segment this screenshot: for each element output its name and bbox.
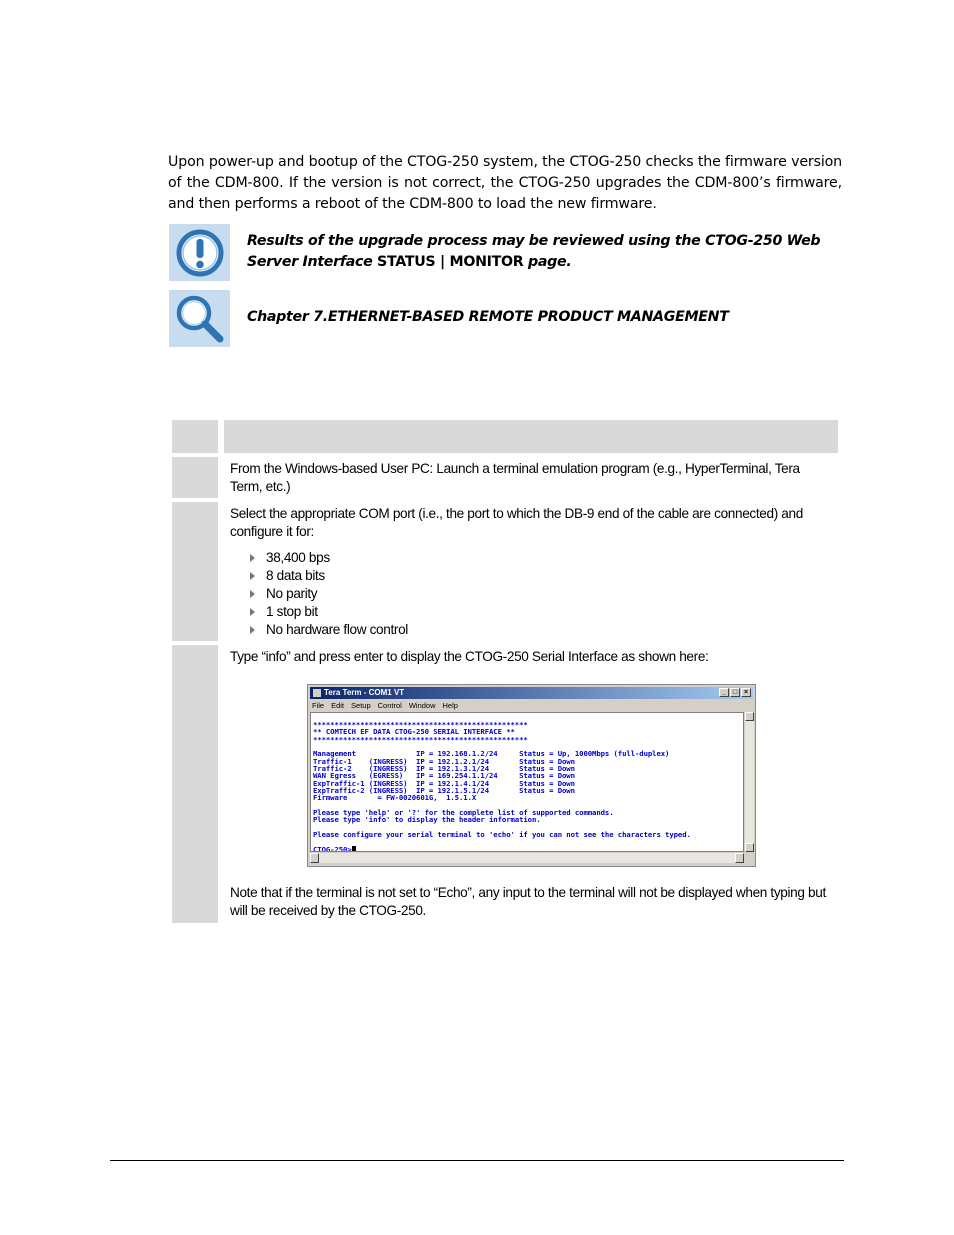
important-note-text [247,231,837,273]
note-ui-reference: STATUS | MONITOR [377,254,524,270]
intro-paragraph: Upon power-up and bootup of the CTOG-250 system, the CTOG-250 checks the firmware version of the CDM-800. If the version is not correct, the CTOG-250 upgrades the CDM-800’s firmware, and then performs a reboot of the CDM-800 to load the new firmware. [168,154,842,212]
list-item [248,603,408,621]
step-header-cell [172,420,218,453]
step-text: From the Windows-based User PC: Launch a terminal emulation program (e.g., HyperTerminal, Tera Term, etc.) [230,461,800,494]
table-row [172,502,838,641]
terminal-screen[interactable] [310,712,744,852]
scroll-left-icon[interactable] [310,853,319,863]
bullet-arrow-icon [250,572,255,580]
menu-file[interactable]: File [312,701,325,710]
step-text: Select the appropriate COM port (i.e., the port to which the DB-9 end of the cable are connected) and configure it for: [230,506,803,539]
menu-setup[interactable]: Setup [351,701,371,710]
step-description [230,457,838,498]
scroll-right-icon[interactable] [735,853,744,863]
magnifier-icon [172,292,228,346]
terminal-window [307,684,756,867]
echo-note: Note that if the terminal is not set to “Echo”, any input to the terminal will not be displayed when typing but will be received by the CTOG-250. [230,885,826,918]
horizontal-scrollbar[interactable] [310,853,744,863]
list-item [248,585,408,603]
bullet-arrow-icon [250,590,255,598]
maximize-icon[interactable]: □ [730,688,740,697]
terminal-line: ************************************************** [313,734,528,744]
list-item-text: No parity [266,586,318,601]
vertical-scrollbar[interactable] [745,712,754,852]
bullet-arrow-icon [250,626,255,634]
note-text-part: page. [523,254,572,270]
list-item-text: 1 stop bit [266,604,318,619]
reference-note-text [247,307,837,328]
step-text: Type “info” and press enter to display the CTOG-250 Serial Interface as shown here: [230,649,709,664]
terminal-output [313,721,691,852]
reference-note-box [169,290,230,347]
list-item-text: 38,400 bps [266,550,330,565]
tera-term-icon [313,689,321,697]
menu-help[interactable]: Help [442,701,458,710]
terminal-title: Tera Term - COM1 VT [324,688,405,697]
terminal-line: CTOG-250> [313,844,352,852]
terminal-line: Please configure your serial terminal to 'echo' if you can not see the characters typed. [313,830,691,840]
terminal-line: ************************************************** [313,720,528,729]
terminal-line: ExpTraffic-2 (INGRESS) IP = 192.1.5.1/24 Status = Down [313,786,575,796]
terminal-line: ** COMTECH EF DATA CTOG-250 SERIAL INTERFACE ** [313,727,515,737]
menu-edit[interactable]: Edit [331,701,345,710]
list-item [248,567,408,585]
list-item [248,549,408,567]
terminal-line: ExpTraffic-1 (INGRESS) IP = 192.1.4.1/24 Status = Down [313,778,575,788]
table-header-row [172,420,838,453]
note-text-part: Results of the upgrade process may be reviewed using the CTOG-250 Web Server Interface [247,233,821,270]
table-row [172,457,838,498]
terminal-line: Firmware = FW-0020601G, 1.5.1.X [313,793,477,803]
list-item-text: No hardware flow control [266,622,408,637]
close-icon[interactable]: × [741,688,751,697]
bullet-arrow-icon [250,608,255,616]
important-note-box [169,224,230,281]
terminal-titlebar[interactable] [310,687,753,699]
step-cell [172,457,218,498]
window-controls [719,688,751,697]
chapter-reference: Chapter 7.ETHERNET-BASED REMOTE PRODUCT MANAGEMENT [247,309,729,325]
scroll-up-icon[interactable] [745,712,754,721]
terminal-line: Please type 'info' to display the header information. [313,815,541,825]
footer-rule [110,1160,844,1161]
terminal-line: Management IP = 192.168.1.2/24 Status = Up, 1000Mbps (full-duplex) [313,749,670,759]
step-description [230,502,838,641]
terminal-line: Please type 'help' or '?' for the complete list of supported commands. [313,808,614,818]
terminal-menubar [312,700,458,711]
terminal-line: Traffic-2 (INGRESS) IP = 192.1.3.1/24 Status = Down [313,764,575,774]
scroll-down-icon[interactable] [745,843,754,852]
serial-settings-list [248,549,408,639]
menu-control[interactable]: Control [377,701,402,710]
terminal-line: WAN Egress (EGRESS) IP = 169.254.1.1/24 Status = Down [313,771,575,781]
list-item [248,621,408,639]
step-cell [172,645,218,923]
terminal-cursor [352,846,356,852]
important-icon [174,227,226,279]
minimize-icon[interactable]: _ [719,688,729,697]
terminal-line: Traffic-1 (INGRESS) IP = 192.1.2.1/24 Status = Down [313,756,575,766]
step-cell [172,502,218,641]
list-item-text: 8 data bits [266,568,325,583]
description-header-cell [224,420,838,453]
bullet-arrow-icon [250,554,255,562]
menu-window[interactable]: Window [408,701,436,710]
